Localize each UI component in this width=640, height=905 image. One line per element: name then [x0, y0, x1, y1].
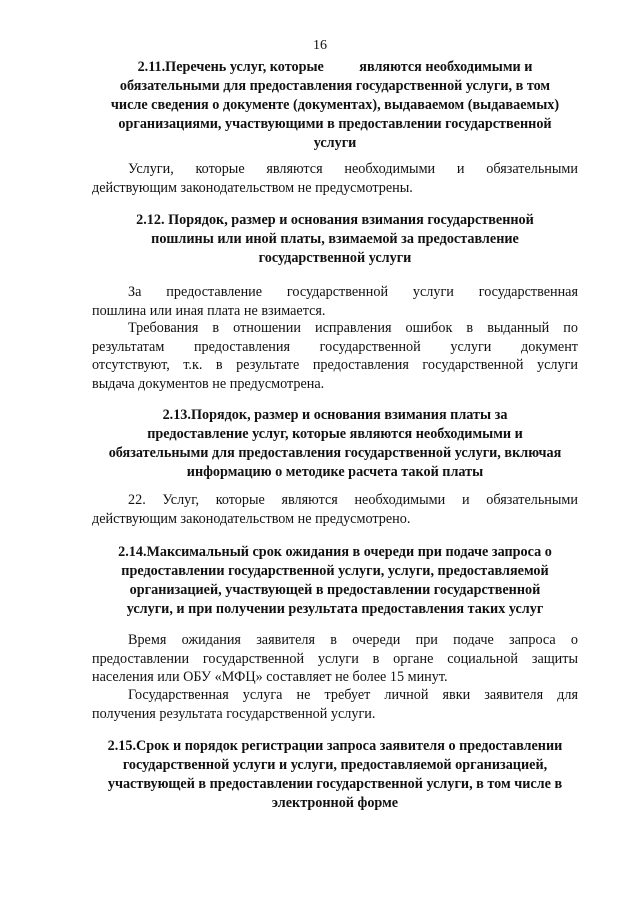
heading-line: услуги, и при получении результата предоставления таких услуг: [126, 601, 544, 617]
heading-line: предоставлении государственной услуги, услуги, предоставляемой: [121, 563, 549, 579]
heading-line: пошлины или иной платы, взимаемой за предоставление: [151, 231, 519, 247]
heading-line: 2.12. Порядок, размер и основания взимания государственной: [136, 212, 534, 228]
heading-line: обязательными для предоставления государственной услуги, в том: [119, 78, 551, 94]
heading-line: участвующей в предоставлении государственной услуги, в том числе в: [107, 776, 563, 792]
paragraph-line: За предоставление государственной услуги государственная: [128, 284, 578, 300]
paragraph: [92, 160, 578, 197]
paragraph-line: действующим законодательством не предусмотрены.: [92, 179, 413, 196]
paragraph-line: отсутствуют, т.к. в результате предоставления государственной услуги: [92, 357, 578, 373]
heading-line: предоставление услуг, которые являются необходимыми и: [147, 426, 523, 442]
paragraph-line: Время ожидания заявителя в очереди при подаче запроса о: [128, 632, 578, 648]
paragraph-line: получения результата государственной услуги.: [92, 705, 376, 722]
heading-line: 2.11.Перечень услуг, которые являются необходимыми и: [137, 59, 533, 75]
section-heading-2-15: [92, 737, 578, 813]
heading-line: числе сведения о документе (документах), выдаваемом (выдаваемых): [110, 97, 560, 113]
paragraph-line: действующим законодательством не предусмотрено.: [92, 510, 411, 527]
heading-line: государственной услуги и услуги, предоставляемой организацией,: [122, 757, 548, 773]
heading-line: государственной услуги: [258, 250, 412, 266]
heading-line: организацией, участвующей в предоставлении государственной: [129, 582, 541, 598]
paragraph: [92, 631, 578, 687]
heading-line: обязательными для предоставления государственной услуги, включая: [108, 445, 562, 461]
paragraph-line: Требования в отношении исправления ошибок в выданный по: [128, 320, 578, 336]
heading-line: электронной форме: [271, 795, 399, 811]
heading-line: 2.13.Порядок, размер и основания взимания платы за: [162, 407, 508, 423]
paragraph: [92, 686, 578, 723]
heading-line: информацию о методике расчета такой платы: [186, 464, 484, 480]
paragraph-line: Государственная услуга не требует личной явки заявителя для: [128, 687, 578, 703]
section-heading-2-11: [92, 58, 578, 153]
paragraph-line: выдача документов не предусмотрена.: [92, 375, 325, 392]
paragraph: [92, 319, 578, 393]
paragraph-line: результатам предоставления государственной услуги документ: [92, 338, 578, 355]
heading-line: 2.14.Максимальный срок ожидания в очереди при подаче запроса о: [118, 544, 552, 560]
paragraph-line: 22. Услуг, которые являются необходимыми и обязательными: [128, 492, 578, 508]
section-heading-2-13: [92, 406, 578, 482]
section-heading-2-14: [92, 543, 578, 619]
heading-line: 2.15.Срок и порядок регистрации запроса заявителя о предоставлении: [107, 738, 563, 754]
paragraph: [92, 283, 578, 320]
paragraph: [92, 491, 578, 528]
heading-line: организациями, участвующими в предоставлении государственной: [118, 116, 552, 132]
heading-line: услуги: [313, 135, 357, 151]
section-heading-2-12: [92, 211, 578, 268]
paragraph-line: Услуги, которые являются необходимыми и обязательными: [128, 161, 578, 177]
paragraph-line: пошлина или иная плата не взимается.: [92, 302, 326, 319]
page-number: 16: [313, 38, 327, 53]
paragraph-line: населения или ОБУ «МФЦ» составляет не более 15 минут.: [92, 669, 448, 685]
paragraph-line: предоставлении государственной услуги в органе социальной защиты: [92, 650, 578, 667]
